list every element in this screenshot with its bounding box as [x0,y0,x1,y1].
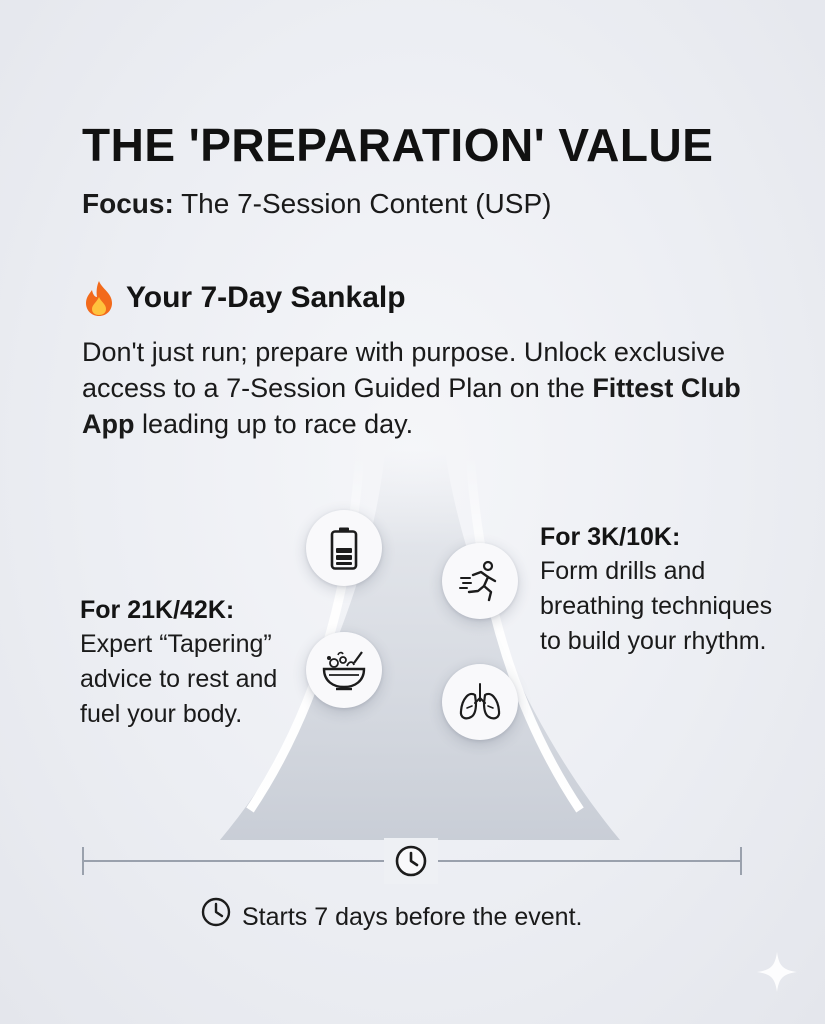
section-heading [82,278,682,318]
left-block-body: Expert “Tapering” advice to rest and fuel your body. [80,630,278,728]
start-note-text: Starts 7 days before the event. [242,902,583,931]
focus-text: The 7-Session Content (USP) [181,188,552,219]
flame-icon [82,279,116,317]
start-note [200,896,660,937]
battery-icon [306,510,382,586]
app-name: Fittest Club App [82,373,741,439]
lungs-icon [442,664,518,740]
timeline-end-cap [740,847,742,875]
right-block-body: Form drills and breathing techniques to build your rhythm. [540,557,773,655]
clock-icon [200,896,232,937]
sparkle-icon [755,950,799,999]
timeline-start-cap [82,847,84,875]
focus-line [82,186,762,222]
right-block-heading: For 3K/10K: [540,523,681,551]
intro-text-1: Don't just run; prepare with purpose. Unlock exclusive access to a 7-Session Guided Plan on the [82,337,725,403]
section-title: Your 7-Day Sankalp [126,281,406,314]
timeline [82,842,742,882]
right-block [540,520,780,659]
left-block-heading: For 21K/42K: [80,596,235,624]
page-title: THE 'PREPARATION' VALUE [82,119,714,171]
runner-icon [442,543,518,619]
intro-text-2: leading up to race day. [134,409,414,439]
left-block [80,593,320,732]
intro-paragraph [82,334,762,442]
clock-icon [384,838,438,884]
focus-label: Focus: [82,188,174,219]
